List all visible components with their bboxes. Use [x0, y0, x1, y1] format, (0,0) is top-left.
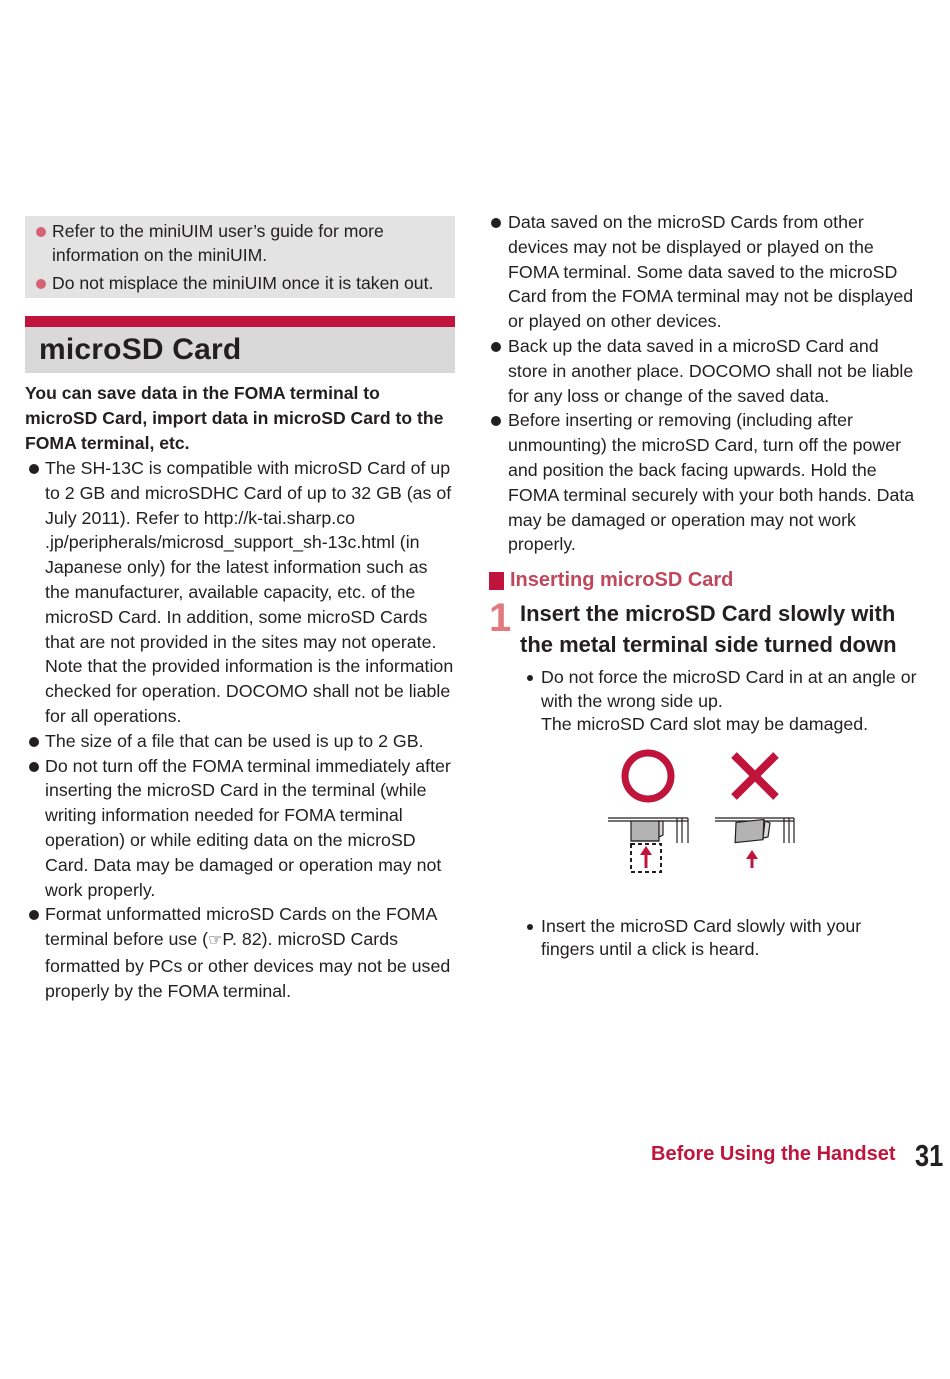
- step-number: 1: [489, 596, 512, 641]
- note-text: Refer to the miniUIM user’s guide for more information on the miniUIM.: [52, 221, 384, 265]
- page-footer: [651, 1140, 946, 1174]
- bullet-dot-icon: [29, 737, 39, 747]
- bullet-dot-icon: [29, 910, 39, 920]
- list-item: [489, 408, 919, 557]
- correct-insertion-illustration: [608, 818, 688, 872]
- subsection-title: Inserting microSD Card: [510, 569, 734, 592]
- list-item-text: The SH-13C is compatible with microSD Card of up to 2 GB and microSDHC Card of up to 32 GB (as of July 2011). Refer to http://k-tai.sharp.co .jp/peripherals/microsd_support_sh-13c.html (in Japanese only) for the latest information such as the manufacturer, available capacity, etc. of the microSD Card. In addition, some microSD Cards that are not provided in the sites may not operate. Note that the provided information is the information checked for operation. DOCOMO shall not be liable for all operations.: [45, 458, 454, 726]
- step-title: Insert the microSD Card slowly with the metal terminal side turned down: [520, 601, 897, 658]
- cross-icon: [734, 755, 776, 797]
- section-intro: You can save data in the FOMA terminal to microSD Card, import data in microSD Card to the FOMA terminal, etc.: [25, 383, 444, 453]
- note-item: [35, 271, 447, 295]
- bullet-dot-icon: [491, 416, 501, 426]
- small-dot-icon: [527, 675, 533, 681]
- subsection-heading: [489, 569, 919, 592]
- list-item-text: Format unformatted microSD Cards on the FOMA terminal before use (: [45, 904, 437, 950]
- square-marker-icon: [489, 572, 504, 590]
- note-box: [25, 216, 455, 298]
- section-accent-bar: [25, 316, 455, 327]
- left-column: [25, 216, 455, 1004]
- bullet-dot-icon: [491, 218, 501, 228]
- page-reference-icon: ☞: [208, 932, 223, 950]
- note-item: [35, 219, 447, 267]
- bullet-dot-icon: [491, 342, 501, 352]
- list-item-text: Data saved on the microSD Cards from other devices may not be displayed or played on the FOMA terminal. Some data saved to the microSD Card from the FOMA terminal may not be displayed or played on other devices.: [508, 212, 914, 332]
- bullet-dot-icon: [36, 279, 46, 289]
- list-item: [25, 456, 455, 729]
- wrong-insertion-illustration: [715, 818, 794, 843]
- up-arrow-icon: [640, 846, 652, 868]
- note-text: Do not misplace the miniUIM once it is taken out.: [52, 273, 434, 293]
- list-item-text: Do not turn off the FOMA terminal immediately after inserting the microSD Card in the terminal (while writing information needed for FOMA terminal operation) or while editing data on the microSD Card. Data may be damaged or operation may not work properly.: [45, 755, 451, 900]
- list-item: [25, 754, 455, 903]
- bullet-dot-icon: [29, 464, 39, 474]
- bullet-dot-icon: [36, 227, 46, 237]
- page-number: 31: [915, 1138, 944, 1173]
- step-note: [520, 915, 919, 962]
- step-note: [520, 666, 919, 737]
- circle-icon: [625, 753, 671, 799]
- up-arrow-icon: [746, 850, 758, 868]
- bullet-dot-icon: [29, 762, 39, 772]
- section-title-band: [25, 327, 455, 373]
- step-note-line: Do not force the microSD Card in at an angle or with the wrong side up.: [541, 667, 917, 711]
- footer-chapter-title: Before Using the Handset: [651, 1143, 896, 1165]
- list-item: [25, 902, 455, 1003]
- section-title: microSD Card: [39, 333, 242, 366]
- list-item: [489, 334, 919, 408]
- list-item: [25, 729, 455, 754]
- list-item-text: Before inserting or removing (including after unmounting) the microSD Card, turn off the power and position the back facing upwards. Hold the FOMA terminal securely with your both hands. Data may be damaged or operation may not work properly.: [508, 410, 915, 555]
- section-heading: [25, 316, 455, 373]
- insertion-diagram: [600, 745, 810, 880]
- small-dot-icon: [527, 924, 533, 930]
- step-note-line: Insert the microSD Card slowly with your fingers until a click is heard.: [541, 915, 862, 960]
- list-item-text: Back up the data saved in a microSD Card and store in another place. DOCOMO shall not be liable for any loss or change of the saved data.: [508, 335, 914, 406]
- step-note-line: The microSD Card slot may be damaged.: [541, 714, 869, 735]
- list-item-text: The size of a file that can be used is up to 2 GB.: [45, 730, 424, 751]
- list-item-text: P. 82). microSD Cards formatted by PCs or other devices may not be used properly by the FOMA terminal.: [45, 929, 451, 1001]
- list-item: [489, 210, 919, 334]
